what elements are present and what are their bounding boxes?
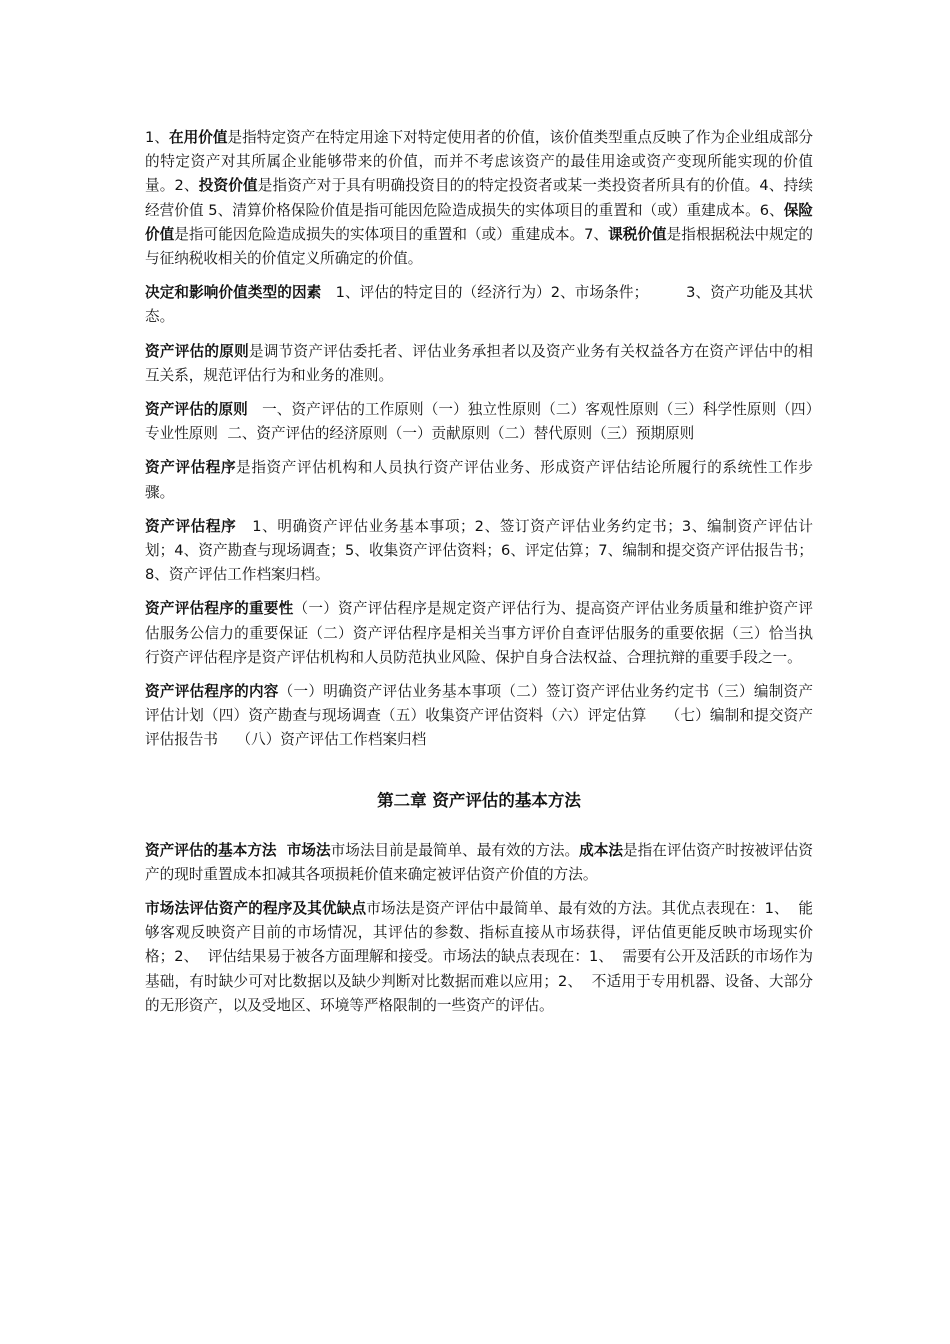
section1-paragraph-8	[145, 680, 813, 753]
section1-paragraph-2	[145, 281, 813, 329]
body-text: 市场法目前是最简单、最有效的方法。	[330, 841, 580, 859]
body-text: 1、	[145, 129, 169, 146]
section1-paragraph-5	[145, 456, 813, 504]
term-heading: 在用价值	[168, 129, 228, 146]
term-heading: 成本法	[579, 841, 623, 859]
term-heading: 保险价值	[145, 201, 813, 243]
term-heading: 课税价值	[608, 225, 667, 243]
body-text: （一）明确资产评估业务基本事项（二）签订资产评估业务约定书（三）编制资产评估计划（四）资产勘查与现场调查（五）收集资产评估资料（六）评定估算 （七）编制和提交资产评估报告书 （八）资产评估工作档案归档	[145, 683, 813, 749]
body-text: 是指资产对于具有明确投资目的的特定投资者或某一类投资者所具有的价值。4、持续经营价值 5、清算价格保险价值是指可能因危险造成损失的实体项目的重置和（或）重建成本。6、	[145, 177, 813, 219]
section2-paragraph-1	[145, 839, 813, 887]
body-text: 市场法是资产评估中最简单、最有效的方法。其优点表现在：1、 能够客观反映资产目前的市场情况，其评估的参数、指标直接从市场获得，评估值更能反映市场现实价格；2、 评估结果易于被各方面理解和接受。市场法的缺点表现在：1、 需要有公开及活跃的市场作为基础，有时缺少可对比数据以及缺少判断对比数据而难以应用；2、 不适用于专用机器、设备、大部分的无形资产，以及受地区、环境等严格限制的一些资产的评估。	[145, 900, 813, 1014]
term-heading: 资产评估的原则	[145, 401, 248, 419]
body-text: 1、明确资产评估业务基本事项；2、签订资产评估业务约定书；3、编制资产评估计划；4、资产勘查与现场调查；5、收集资产评估资料；6、评定估算；7、编制和提交资产评估报告书；8、资产评估工作档案归档。	[145, 517, 813, 584]
term-heading: 资产评估程序	[145, 517, 237, 535]
body-text: 是指可能因危险造成损失的实体项目的重置和（或）重建成本。7、	[174, 225, 609, 243]
term-heading: 资产评估程序的重要性	[145, 600, 294, 618]
body-text: 是指在评估资产时按被评估资产的现时重置成本扣减其各项损耗价值来确定被评估资产价值的方法。	[145, 841, 813, 883]
term-heading: 资产评估程序	[145, 459, 237, 477]
section-value-types-and-principles	[145, 126, 813, 753]
body-text: （一）资产评估程序是规定资产评估行为、提高资产评估业务质量和维护资产评估服务公信力的重要保证（二）资产评估程序是相关当事方评价自查评估服务的重要依据（三）恰当执行资产评估程序是资产评估机构和人员防范执业风险、保护自身合法权益、合理抗辩的重要手段之一。	[145, 600, 813, 666]
section1-paragraph-7	[145, 597, 813, 670]
body-text: 是指根据税法中规定的与征纳税收相关的价值定义所确定的价值。	[145, 225, 813, 268]
body-text: 是指特定资产在特定用途下对特定使用者的价值，该价值类型重点反映了作为企业组成部分的特定资产对其所属企业能够带来的价值，而并不考虑该资产的最佳用途或资产变现所能实现的价值量。2、	[145, 129, 813, 195]
body-text: 是调节资产评估委托者、评估业务承担者以及资产业务有关权益各方在资产评估中的相互关系，规范评估行为和业务的准则。	[145, 342, 813, 384]
term-heading: 决定和影响价值类型的因素	[145, 284, 322, 302]
section-basic-methods	[145, 839, 813, 1018]
section1-paragraph-1	[145, 126, 813, 271]
section1-paragraph-3	[145, 340, 813, 388]
section1-paragraph-4	[145, 398, 813, 446]
document-page	[145, 126, 813, 1028]
term-heading: 市场法评估资产的程序及其优缺点	[145, 900, 367, 918]
term-heading: 资产评估的原则	[145, 342, 249, 360]
term-heading: 资产评估的基本方法 市场法	[145, 841, 331, 859]
section2-paragraph-2	[145, 897, 813, 1018]
term-heading: 资产评估程序的内容	[145, 683, 279, 701]
body-text: 1、评估的特定目的（经济行为）2、市场条件； 3、资产功能及其状态。	[145, 284, 813, 326]
body-text: 一、资产评估的工作原则（一）独立性原则（二）客观性原则（三）科学性原则（四）专业性原则 二、资产评估的经济原则（一）贡献原则（二）替代原则（三）预期原则	[145, 401, 813, 443]
term-heading: 投资价值	[198, 177, 258, 195]
chapter-heading: 第二章 资产评估的基本方法	[377, 790, 581, 810]
section1-paragraph-6	[145, 515, 813, 588]
body-text: 是指资产评估机构和人员执行资产评估业务、形成资产评估结论所履行的系统性工作步骤。	[145, 459, 813, 501]
